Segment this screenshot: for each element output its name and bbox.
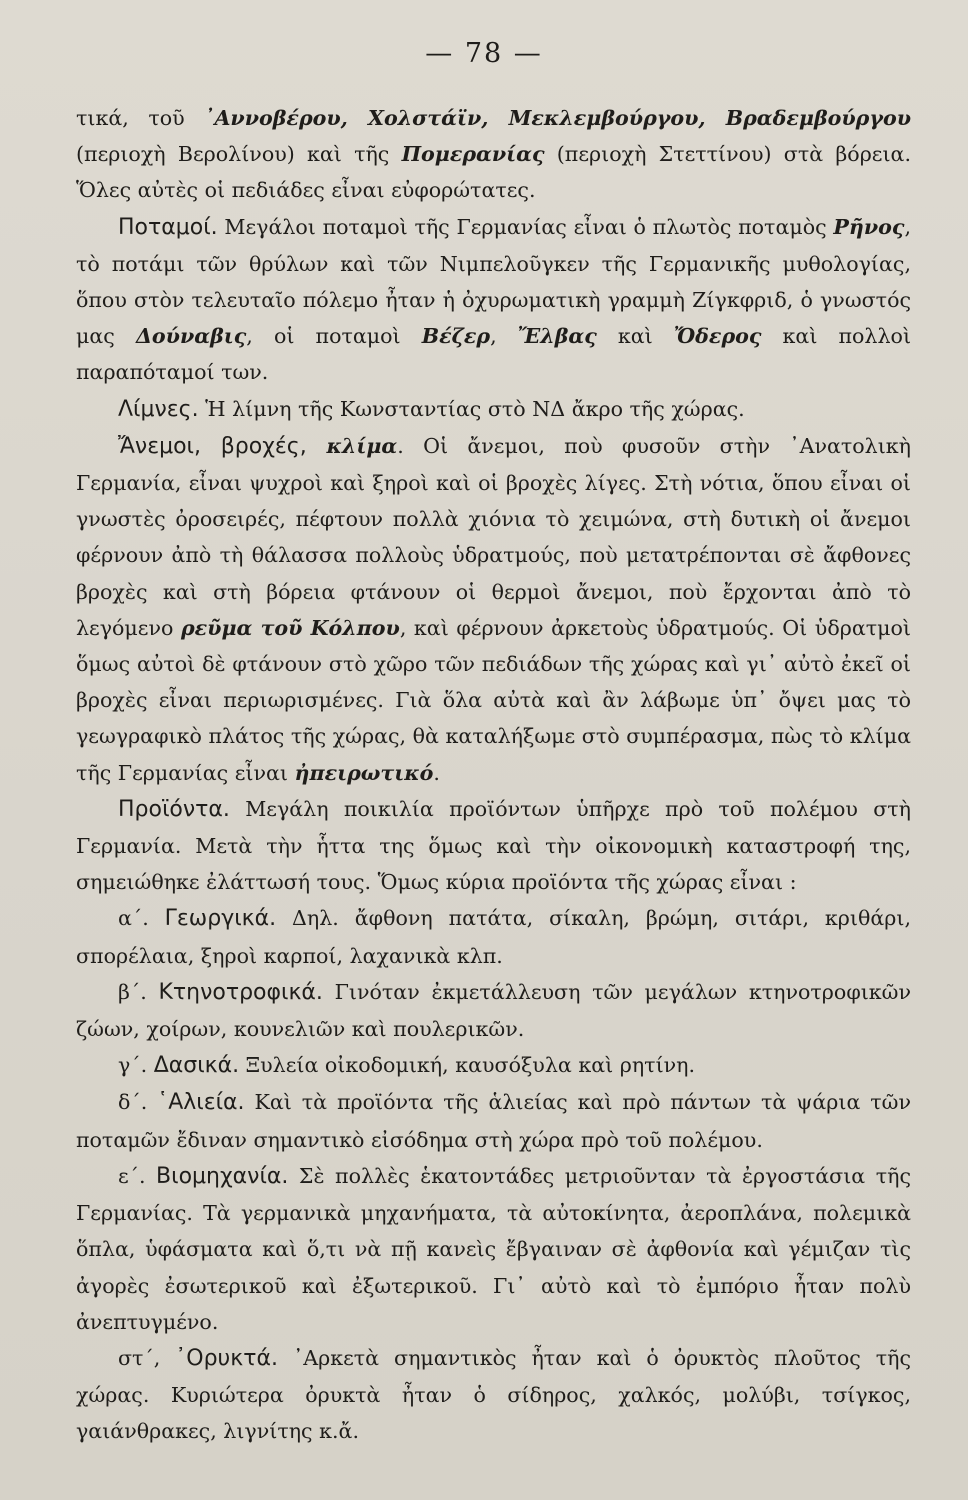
- text-run: , οἱ ποταμοὶ: [246, 324, 422, 349]
- text-run: στ΄,: [118, 1345, 176, 1370]
- emphasized-term: ἠπειρωτικό: [294, 760, 434, 785]
- text-run: .: [433, 760, 440, 785]
- section-heading: Κτηνοτροφικά.: [158, 979, 323, 1005]
- text-run: Σὲ πολλὲς ἑκατοντάδες μετριοῦνταν τὰ ἐργοστάσια τῆς Γερμανίας. Τὰ γερμανικὰ μηχανήματα, τὰ αὐτοκίνητα, ἀεροπλάνα, πολεμικὰ ὅπλα, ὑφάσματα καὶ ὅ,τι νὰ πῇ κανεὶς ἔβγαιναν σὲ ἀφθονία καὶ γέμιζαν τὶς ἀγορὲς ἐσωτερικοῦ καὶ ἐξωτερικοῦ. Γι᾿ αὐτὸ καὶ τὸ ἐμπόριο ἦταν πολὺ ἀνεπτυγμένο.: [76, 1163, 911, 1334]
- paragraph-forestry: [76, 1047, 911, 1084]
- section-heading: Βιομηχανία.: [156, 1163, 289, 1189]
- text-run: , καὶ φέρνουν ἀρκετοὺς ὑδρατμούς. Οἱ ὑδρατμοὶ ὅμως αὐτοὶ δὲ φτάνουν στὸ χῶρο τῶν πεδιάδων τῆς χώρας καὶ γι᾿ αὐτὸ ἐκεῖ οἱ βροχὲς εἶναι περιωρισμένες. Γιὰ ὅλα αὐτὰ καὶ ἂν λάβωμε ὑπ᾿ ὄψει μας τὸ γεωγραφικὸ πλάτος τῆς χώρας, θὰ καταλήξωμε στὸ συμπέρασμα, πὼς τὸ κλίμα τῆς Γερμανίας εἶναι: [76, 615, 911, 785]
- text-run: ,: [490, 324, 518, 349]
- text-run: Μεγάλοι ποταμοὶ τῆς Γερμανίας εἶναι ὁ πλωτὸς ποταμὸς: [217, 214, 834, 239]
- text-run: (περιοχὴ Βερολίνου) καὶ τῆς: [76, 142, 402, 167]
- section-heading: Ἄνεμοι, βροχές,: [118, 433, 327, 459]
- paragraph-winds-rain-climate: [76, 428, 911, 791]
- emphasized-term: Ρῆνος: [833, 214, 905, 239]
- text-run: Καὶ τὰ προϊόντα τῆς ἁλιείας καὶ πρὸ πάντων τὰ ψάρια τῶν ποταμῶν ἔδιναν σημαντικὸ εἰσόδημα στὴ χώρα πρὸ τοῦ πολέμου.: [76, 1090, 911, 1152]
- text-run: Δηλ. ἄφθονη πατάτα, σίκαλη, βρώμη, σιτάρι, κριθάρι, σπορέλαια, ξηροὶ καρποί, λαχανικὰ κλπ.: [76, 906, 911, 968]
- text-run: Μεγάλη ποικιλία προϊόντων ὑπῆρχε πρὸ τοῦ πολέμου στὴ Γερμανία. Μετὰ τὴν ἧττα της ὅμως καὶ τὴν οἰκονομικὴ καταστροφή της, σημειώθηκε ἐλάττωσή τους. Ὅμως κύρια προϊόντα τῆς χώρας εἶναι :: [76, 796, 911, 895]
- paragraph-fishing: [76, 1084, 911, 1157]
- section-heading: ᾿Ορυκτά.: [175, 1345, 278, 1371]
- text-run: Ἡ λίμνη τῆς Κωνσταντίας στὸ ΝΔ ἄκρο τῆς χώρας.: [198, 396, 745, 421]
- paragraph-lakes: [76, 391, 911, 428]
- text-run: , τὸ ποτάμι τῶν θρύλων καὶ τῶν Νιμπελοῦγκεν τῆς Γερμανικῆς μυθολογίας, ὅπου στὸν τελευταῖο πόλεμο ἦταν ἡ ὀχυρωματικὴ γραμμὴ Ζίγκφριδ, ὁ γνωστός μας: [76, 214, 911, 349]
- text-run: τικά, τοῦ: [76, 106, 205, 130]
- emphasized-term: Ὄδερος: [673, 324, 762, 349]
- paragraph-intro-plains: [76, 100, 911, 209]
- text-run: γ΄.: [118, 1053, 154, 1078]
- emphasized-term: κλίμα: [326, 433, 398, 458]
- emphasized-term: ρεῦμα τοῦ Κόλπου: [180, 615, 400, 640]
- text-run: Ξυλεία οἰκοδομική, καυσόξυλα καὶ ρητίνη.: [239, 1053, 696, 1078]
- section-heading: Προϊόντα.: [118, 796, 230, 822]
- paragraph-livestock: [76, 974, 911, 1047]
- text-run: ᾿Αρκετὰ σημαντικὸς ἦταν καὶ ὁ ὀρυκτὸς πλοῦτος τῆς χώρας. Κυριώτερα ὀρυκτὰ ἦταν ὁ σίδηρος, χαλκός, μολύβι, τσίγκος, γαιάνθρακες, λιγνίτης κ.ἄ.: [76, 1345, 912, 1444]
- page-number: — 78 —: [425, 38, 543, 69]
- emphasized-term: Ἔλβας: [517, 324, 597, 349]
- paragraph-products: [76, 791, 911, 901]
- section-heading: Ποταμοί.: [118, 214, 218, 240]
- section-heading: ῾Αλιεία.: [157, 1090, 245, 1116]
- text-run: δ΄.: [118, 1090, 158, 1115]
- section-heading: Δασικά.: [153, 1053, 240, 1079]
- emphasized-term: Δούναβις: [135, 324, 247, 349]
- text-run: (περιοχὴ Στεττίνου) στὰ βόρεια. Ὅλες αὐτὲς οἱ πεδιάδες εἶναι εὐφορώτατες.: [76, 142, 911, 203]
- text-run: καὶ: [596, 324, 674, 349]
- section-heading: Λίμνες.: [118, 396, 199, 422]
- emphasized-term: ᾿Αννοβέρου, Χολστάϊν, Μεκλεμβούργου, Βραδεμβούργου: [204, 106, 911, 130]
- text-run: . Οἱ ἄνεμοι, ποὺ φυσοῦν στὴν ᾿Ανατολικὴ Γερμανία, εἶναι ψυχροὶ καὶ ξηροὶ καὶ οἱ βροχὲς λίγες. Στὴ νότια, ὅπου εἶναι οἱ γνωστὲς ὀροσειρές, πέφτουν πολλὰ χιόνια τὸ χειμώνα, στὴ δυτικὴ οἱ ἄνεμοι φέρνουν ἀπὸ τὴ θάλασσα πολλοὺς ὑδρατμούς, ποὺ μετατρέπονται σὲ ἄφθονες βροχὲς καὶ στὴ βόρεια φτάνουν οἱ θερμοὶ ἄνεμοι, ποὺ ἔρχονται ἀπὸ τὸ λεγόμενο: [76, 433, 912, 640]
- paragraph-agricultural: [76, 900, 911, 973]
- emphasized-term: Βέζερ: [421, 324, 491, 349]
- text-run: β΄.: [118, 979, 159, 1004]
- paragraph-minerals: [76, 1340, 911, 1450]
- text-run: α΄.: [118, 906, 165, 931]
- text-run: καὶ πολλοὶ παραπόταμοί των.: [76, 324, 912, 385]
- section-heading: Γεωργικά.: [164, 906, 277, 932]
- text-run: Γινόταν ἐκμετάλλευση τῶν μεγάλων κτηνοτροφικῶν ζώων, χοίρων, κουνελιῶν καὶ πουλερικῶν.: [76, 979, 911, 1042]
- paragraph-rivers: [76, 209, 911, 391]
- text-run: ε΄.: [118, 1163, 157, 1188]
- paragraph-industry: [76, 1158, 911, 1340]
- emphasized-term: Πομερανίας: [401, 142, 545, 167]
- body-text: [76, 100, 911, 1450]
